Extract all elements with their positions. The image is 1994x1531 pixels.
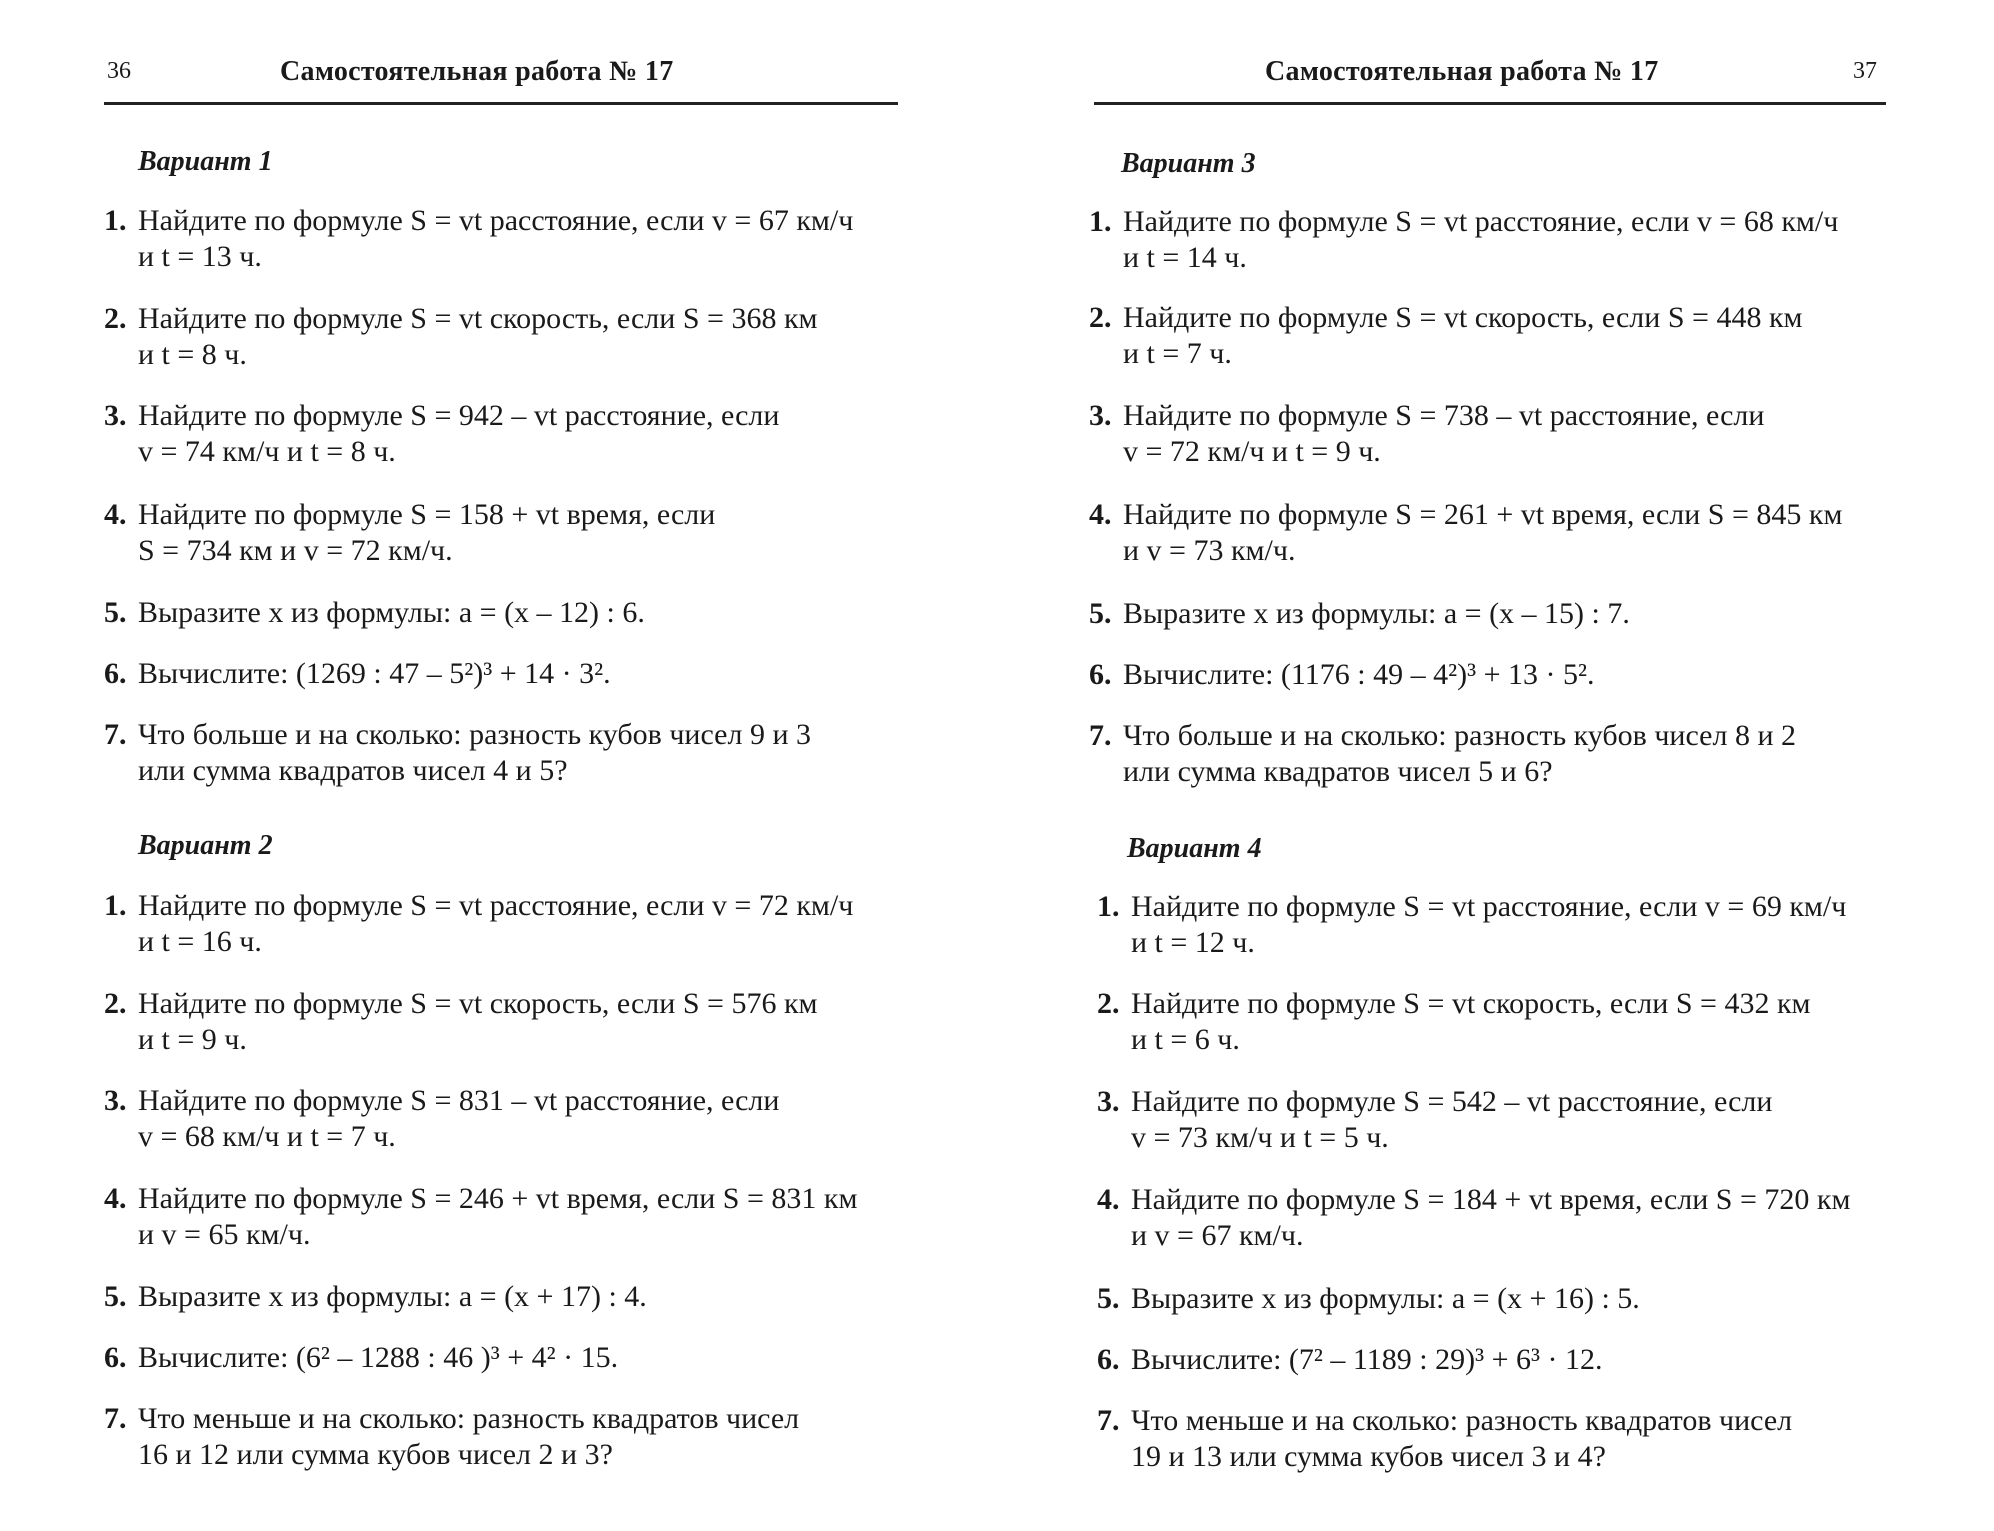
task-text: Вычислите: (1269 : 47 – 5²)³ + 14 · 3². (138, 657, 611, 690)
task-number: 6. (1097, 1343, 1120, 1376)
task-item (104, 1279, 909, 1315)
task-number: 7. (104, 1402, 127, 1435)
page-number: 37 (1853, 58, 1877, 84)
task-text: Вычислите: (6² – 1288 : 46 )³ + 4² · 15. (138, 1341, 619, 1374)
task-text: Вычислите: (1176 : 49 – 4²)³ + 13 · 5². (1123, 658, 1595, 691)
task-text: Выразите x из формулы: a = (x + 16) : 5. (1131, 1282, 1640, 1315)
task-text: v = 72 км/ч и t = 9 ч. (1123, 435, 1381, 468)
task-item (104, 888, 909, 960)
task-text: Найдите по формуле S = 831 – vt расстояние, если (138, 1084, 780, 1117)
task-number: 4. (104, 1182, 127, 1215)
task-item (104, 398, 909, 470)
task-number: 2. (1089, 301, 1112, 334)
task-text: или сумма квадратов чисел 5 и 6? (1123, 755, 1553, 788)
task-number: 3. (104, 1084, 127, 1117)
task-text: v = 74 км/ч и t = 8 ч. (138, 435, 396, 468)
task-text: и t = 16 ч. (138, 925, 262, 958)
task-text: v = 68 км/ч и t = 7 ч. (138, 1120, 396, 1153)
task-item (104, 656, 909, 692)
task-text: и t = 7 ч. (1123, 337, 1232, 370)
task-number: 4. (104, 498, 127, 531)
task-item (104, 717, 909, 789)
task-text: и t = 14 ч. (1123, 241, 1247, 274)
task-text: Найдите по формуле S = 542 – vt расстояние, если (1131, 1085, 1773, 1118)
task-text: 19 и 13 или сумма кубов чисел 3 и 4? (1131, 1440, 1606, 1473)
task-text: Найдите по формуле S = vt скорость, если S = 576 км (138, 987, 818, 1020)
task-number: 3. (1089, 399, 1112, 432)
task-number: 4. (1089, 498, 1112, 531)
task-text: Найдите по формуле S = 261 + vt время, если S = 845 км (1123, 498, 1843, 531)
task-text: и t = 9 ч. (138, 1023, 247, 1056)
task-text: Выразите x из формулы: a = (x – 12) : 6. (138, 596, 645, 629)
task-text: и v = 73 км/ч. (1123, 534, 1296, 567)
task-text: и v = 67 км/ч. (1131, 1219, 1304, 1252)
page-header: Самостоятельная работа № 17 (280, 56, 674, 87)
task-item (1089, 718, 1894, 790)
task-text: Вычислите: (7² – 1189 : 29)³ + 6³ · 12. (1131, 1343, 1603, 1376)
task-text: Найдите по формуле S = 184 + vt время, если S = 720 км (1131, 1183, 1851, 1216)
task-number: 5. (104, 596, 127, 629)
task-text: или сумма квадратов чисел 4 и 5? (138, 754, 568, 787)
task-number: 1. (104, 889, 127, 922)
task-number: 1. (1089, 205, 1112, 238)
task-number: 2. (1097, 987, 1120, 1020)
task-item (1097, 1281, 1902, 1317)
task-text: Найдите по формуле S = vt расстояние, если v = 68 км/ч (1123, 205, 1839, 238)
task-number: 7. (1089, 719, 1112, 752)
task-number: 5. (104, 1280, 127, 1313)
task-number: 1. (1097, 890, 1120, 923)
header-rule (1094, 102, 1886, 105)
task-item (1089, 596, 1894, 632)
task-text: Найдите по формуле S = vt расстояние, если v = 69 км/ч (1131, 890, 1847, 923)
variant-title: Вариант 3 (1121, 148, 1256, 179)
page-header: Самостоятельная работа № 17 (1265, 56, 1659, 87)
variant-title: Вариант 1 (138, 146, 273, 177)
task-number: 5. (1089, 597, 1112, 630)
task-text: Что больше и на сколько: разность кубов чисел 9 и 3 (138, 718, 812, 751)
task-item (1089, 300, 1894, 372)
task-text: Найдите по формуле S = 246 + vt время, если S = 831 км (138, 1182, 858, 1215)
task-item (1089, 398, 1894, 470)
task-item (104, 1181, 909, 1253)
task-text: Выразите x из формулы: a = (x – 15) : 7. (1123, 597, 1630, 630)
task-text: Что больше и на сколько: разность кубов чисел 8 и 2 (1123, 719, 1797, 752)
task-text: 16 и 12 или сумма кубов чисел 2 и 3? (138, 1438, 613, 1471)
right-page (997, 0, 1994, 1531)
task-number: 3. (1097, 1085, 1120, 1118)
task-text: Найдите по формуле S = vt скорость, если S = 448 км (1123, 301, 1803, 334)
task-item (1097, 986, 1902, 1058)
task-number: 1. (104, 204, 127, 237)
task-item (104, 986, 909, 1058)
task-text: и v = 65 км/ч. (138, 1218, 311, 1251)
task-item (1089, 657, 1894, 693)
task-item (104, 203, 909, 275)
task-item (104, 1401, 909, 1473)
task-text: Что меньше и на сколько: разность квадратов чисел (138, 1402, 800, 1435)
task-text: Найдите по формуле S = vt скорость, если S = 432 км (1131, 987, 1811, 1020)
task-item (1097, 1342, 1902, 1378)
task-item (1097, 889, 1902, 961)
task-number: 7. (104, 718, 127, 751)
task-item (1089, 204, 1894, 276)
task-text: и t = 13 ч. (138, 240, 262, 273)
task-text: Выразите x из формулы: a = (x + 17) : 4. (138, 1280, 647, 1313)
task-number: 3. (104, 399, 127, 432)
task-item (1097, 1403, 1902, 1475)
task-item (1097, 1182, 1902, 1254)
task-text: Найдите по формуле S = vt расстояние, если v = 67 км/ч (138, 204, 854, 237)
task-item (104, 1340, 909, 1376)
page-number: 36 (107, 58, 131, 84)
task-text: и t = 12 ч. (1131, 926, 1255, 959)
task-text: Найдите по формуле S = 738 – vt расстояние, если (1123, 399, 1765, 432)
task-number: 6. (104, 657, 127, 690)
task-number: 6. (104, 1341, 127, 1374)
task-number: 5. (1097, 1282, 1120, 1315)
task-number: 4. (1097, 1183, 1120, 1216)
variant-title: Вариант 4 (1127, 833, 1262, 864)
task-number: 2. (104, 302, 127, 335)
task-text: Найдите по формуле S = vt скорость, если S = 368 км (138, 302, 818, 335)
task-number: 6. (1089, 658, 1112, 691)
task-text: и t = 6 ч. (1131, 1023, 1240, 1056)
task-item (1097, 1084, 1902, 1156)
task-item (104, 595, 909, 631)
header-rule (104, 102, 898, 105)
task-item (104, 1083, 909, 1155)
task-text: Найдите по формуле S = 158 + vt время, если (138, 498, 716, 531)
task-text: и t = 8 ч. (138, 338, 247, 371)
task-text: Что меньше и на сколько: разность квадратов чисел (1131, 1404, 1793, 1437)
task-item (104, 301, 909, 373)
task-text: Найдите по формуле S = 942 – vt расстояние, если (138, 399, 780, 432)
task-text: S = 734 км и v = 72 км/ч. (138, 534, 453, 567)
task-number: 7. (1097, 1404, 1120, 1437)
task-item (1089, 497, 1894, 569)
task-text: Найдите по формуле S = vt расстояние, если v = 72 км/ч (138, 889, 854, 922)
task-number: 2. (104, 987, 127, 1020)
variant-title: Вариант 2 (138, 830, 273, 861)
task-text: v = 73 км/ч и t = 5 ч. (1131, 1121, 1389, 1154)
task-item (104, 497, 909, 569)
